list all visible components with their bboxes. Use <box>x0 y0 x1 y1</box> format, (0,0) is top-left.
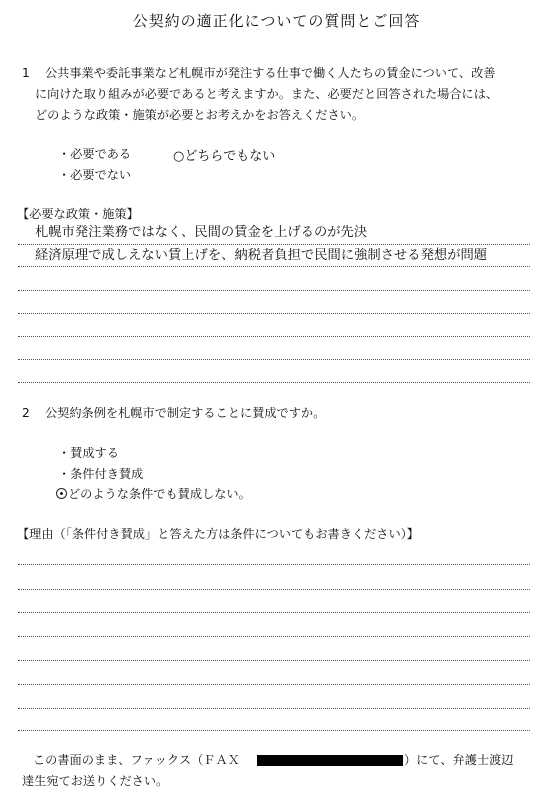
answer-line <box>18 730 530 731</box>
footer-line-1-end: ）にて、弁護士渡辺 <box>404 753 514 767</box>
q1-answer-line-1: 札幌市発注業務ではなく、民間の賃金を上げるのが先決 <box>35 225 368 240</box>
answer-line <box>18 612 530 613</box>
answer-line <box>18 660 530 661</box>
answer-line <box>18 589 530 590</box>
q2-section-label: 【理由（「条件付き賛成」と答えた方は条件についてもお書きください）】 <box>17 527 419 541</box>
question-2-text: 公契約条例を札幌市で制定することに賛成ですか。 <box>45 406 326 420</box>
answer-line <box>18 266 530 267</box>
circled-mark-icon: ○ <box>173 149 185 164</box>
footer-line-1-start: この書面のまま、ファックス（ＦＡＸ <box>33 753 240 767</box>
question-1-line-2: に向けた取り組みが必要であると考えますか。また、必要だと回答された場合には、 <box>35 87 499 101</box>
answer-line <box>18 382 530 383</box>
question-1-line-1: 公共事業や委託事業など札幌市が発注する仕事で働く人たちの賃金について、改善 <box>45 66 496 80</box>
answer-line <box>18 684 530 685</box>
answer-line <box>18 244 530 245</box>
q1-option-necessary[interactable]: ・必要である <box>58 147 132 161</box>
selected-circle-icon <box>56 488 67 499</box>
q2-option-agree[interactable]: ・賛成する <box>58 446 119 460</box>
q1-option-neither[interactable] <box>173 145 275 164</box>
answer-line <box>18 313 530 314</box>
q1-option-neither-label: どちらでもない <box>184 149 276 164</box>
page-title: 公契約の適正化についての質問とご回答 <box>132 12 421 30</box>
question-2-number: 2 <box>22 406 30 420</box>
q2-option-never-agree[interactable] <box>56 488 251 500</box>
answer-line <box>18 564 530 565</box>
q1-answer-line-2: 経済原理で成しえない賃上げを、納税者負担で民間に強制させる発想が問題 <box>35 248 488 263</box>
question-1-line-3: どのような政策・施策が必要とお考えかをお答えください。 <box>35 108 365 122</box>
answer-line <box>18 359 530 360</box>
q2-option-conditional[interactable]: ・条件付き賛成 <box>58 467 144 481</box>
question-1-number: 1 <box>22 66 30 80</box>
answer-line <box>18 636 530 637</box>
q2-option-never-agree-label: どのような条件でも賛成しない。 <box>68 487 251 501</box>
answer-line <box>18 708 530 709</box>
redacted-fax-number <box>257 755 403 766</box>
answer-line <box>18 290 530 291</box>
footer-line-2: 達生宛てお送りください。 <box>22 774 169 788</box>
q1-section-label: 【必要な政策・施策】 <box>17 207 139 221</box>
q1-option-not-necessary[interactable]: ・必要でない <box>58 168 132 182</box>
answer-line <box>18 336 530 337</box>
